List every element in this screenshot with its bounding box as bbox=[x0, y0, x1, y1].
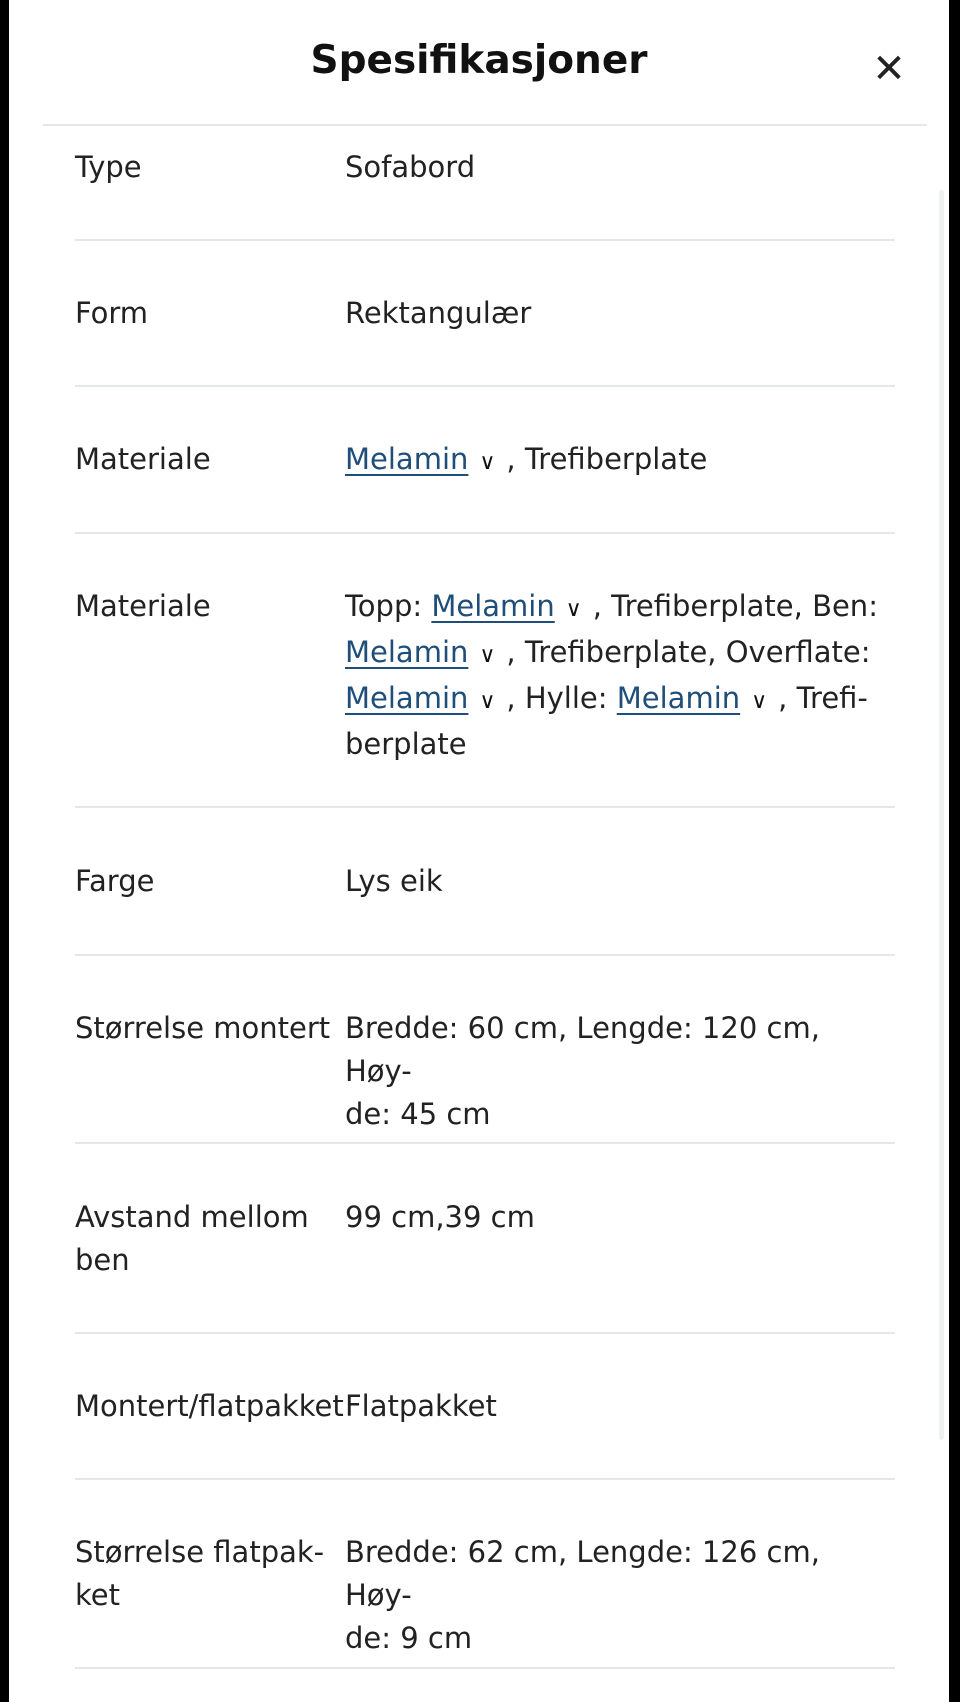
spec-label bbox=[75, 1196, 337, 1282]
material-link[interactable]: Melamin bbox=[345, 442, 469, 476]
material-link[interactable]: Melamin bbox=[345, 681, 469, 715]
material-link[interactable]: Melamin bbox=[431, 589, 555, 623]
spec-label: Montert/flatpakket bbox=[75, 1389, 344, 1423]
spec-sheet bbox=[9, 0, 949, 1702]
spec-value bbox=[345, 1007, 885, 1136]
row-divider bbox=[75, 806, 895, 808]
spec-label: Type bbox=[75, 150, 142, 184]
value-line bbox=[345, 585, 885, 631]
spec-label: Størrelse montert bbox=[75, 1011, 331, 1045]
value-text: , Trefiberplate bbox=[506, 442, 708, 476]
chevron-down-icon[interactable]: ∨ bbox=[479, 689, 496, 714]
spec-label: Form bbox=[75, 296, 149, 330]
value-text: , Trefiberplate, Overflate: bbox=[506, 635, 871, 669]
page-title: Spesifikasjoner bbox=[310, 38, 648, 83]
spec-value bbox=[345, 1531, 885, 1660]
value-text: , Trefiberplate, Ben: bbox=[592, 589, 878, 623]
label-line: ben bbox=[75, 1243, 130, 1277]
spec-label bbox=[75, 1531, 337, 1617]
value-text: , Hylle: bbox=[506, 681, 617, 715]
row-divider bbox=[75, 532, 895, 534]
value-line bbox=[345, 677, 885, 723]
label-line: Størrelse flatpak- bbox=[75, 1535, 325, 1569]
label-line: Avstand mellom bbox=[75, 1200, 309, 1234]
material-link[interactable]: Melamin bbox=[616, 681, 741, 715]
spec-label: Materiale bbox=[75, 589, 211, 623]
value-text: , Trefi- bbox=[778, 681, 868, 715]
spec-value bbox=[345, 438, 885, 484]
scrollbar[interactable] bbox=[939, 190, 944, 1440]
row-divider bbox=[75, 1478, 895, 1480]
value-text: Topp: bbox=[345, 589, 432, 623]
label-line: ket bbox=[75, 1578, 120, 1612]
spec-label: Materiale bbox=[75, 442, 211, 476]
spec-value: Lys eik bbox=[345, 864, 443, 898]
row-divider bbox=[75, 1667, 895, 1669]
spec-label: Farge bbox=[75, 864, 155, 898]
row-divider bbox=[75, 239, 895, 241]
row-divider bbox=[75, 1142, 895, 1144]
row-divider bbox=[75, 385, 895, 387]
sheet-header bbox=[9, 0, 949, 124]
spec-value bbox=[345, 585, 885, 766]
value-line: Bredde: 62 cm, Lengde: 126 cm, Høy- bbox=[345, 1535, 820, 1612]
chevron-down-icon[interactable]: ∨ bbox=[479, 450, 496, 475]
close-icon[interactable]: ✕ bbox=[872, 46, 906, 92]
value-line bbox=[345, 631, 885, 677]
spec-value: Flatpakket bbox=[345, 1389, 497, 1423]
value-line: berplate bbox=[345, 727, 467, 761]
header-divider bbox=[43, 124, 927, 126]
value-line: Bredde: 60 cm, Lengde: 120 cm, Høy- bbox=[345, 1011, 820, 1088]
value-line: de: 45 cm bbox=[345, 1097, 491, 1131]
value-line: de: 9 cm bbox=[345, 1621, 473, 1655]
row-divider bbox=[75, 954, 895, 956]
row-divider bbox=[75, 1332, 895, 1334]
chevron-down-icon[interactable]: ∨ bbox=[479, 643, 496, 668]
chevron-down-icon[interactable]: ∨ bbox=[565, 597, 582, 622]
spec-value: Sofabord bbox=[345, 150, 476, 184]
chevron-down-icon[interactable]: ∨ bbox=[751, 689, 768, 714]
spec-value: Rektangulær bbox=[345, 296, 532, 330]
material-link[interactable]: Melamin bbox=[345, 635, 469, 669]
spec-value: 99 cm,39 cm bbox=[345, 1200, 535, 1234]
